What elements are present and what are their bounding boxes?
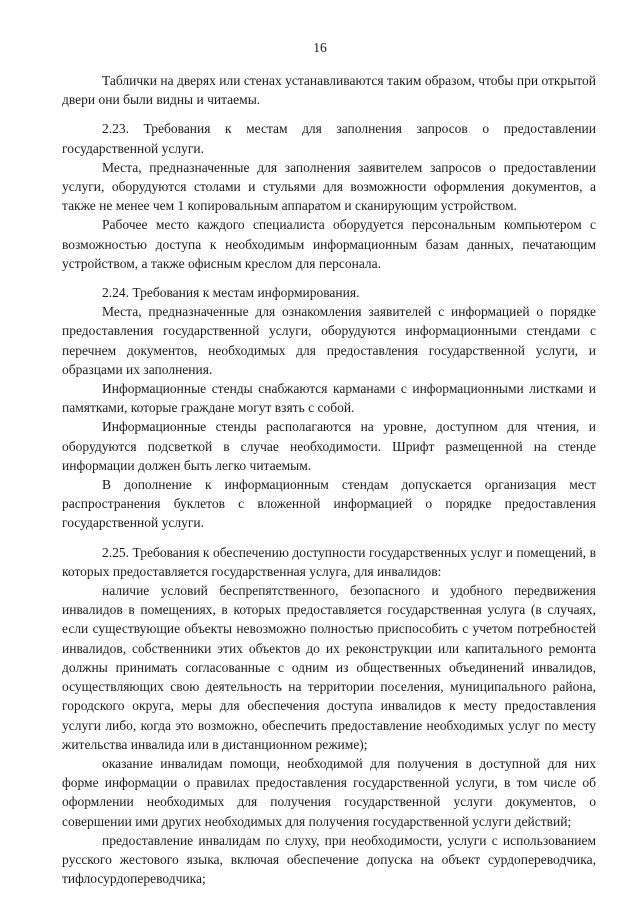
paragraph-request-places: Места, предназначенные для заполнения заявителем запросов о предоставлении услуги, оборудуются столами и стульями для возможности оформления документов, а также не менее чем 1 копировальным аппаратом и сканирующим устройством.: [62, 159, 596, 214]
paragraph-stand-pockets: Информационные стенды снабжаются карманами с информационными листками и памятками, которые граждане могут взять с собой.: [62, 381, 596, 416]
paragraph-workplace: Рабочее место каждого специалиста оборудуется персональным компьютером с возможностью доступа к необходимым информационным базам данных, печатающим устройством, а также офисным креслом для персонала.: [62, 217, 596, 271]
section-heading-2-24: 2.24. Требования к местам информирования.: [102, 285, 360, 301]
paragraph-booklets: В дополнение к информационным стендам допускается организация мест распространения буклетов с вложенной информацией о порядке предоставления государственной услуги.: [62, 477, 596, 531]
list-item-assistance: оказание инвалидам помощи, необходимой для получения в доступной для них форме информации о правилах предоставления государственной услуги, в том числе об оформлении необходимых для получения государственной услуги документов, о совершении ими других необходимых для получения государственной услуги действий;: [62, 755, 596, 829]
section-heading-2-23: 2.23. Требования к местам для заполнения запросов о предоставлении государственной услуги.: [62, 121, 596, 156]
paragraph-stand-placement: Информационные стенды располагаются на уровне, доступном для чтения, и оборудуются подсветкой в случае необходимости. Шрифт размещенной на стенде информации должен быть легко читаемым.: [62, 419, 596, 473]
document-body: [62, 71, 596, 888]
list-item-accessibility-conditions: наличие условий беспрепятственного, безопасного и удобного передвижения инвалидов в помещениях, в которых предоставляется государственная услуга (в случаях, если существующие объекты невозможно полностью приспособить с учетом потребностей инвалидов, собственники этих объектов до их реконструкции или капитального ремонта должны принимать согласованные с одним из общественных объединений инвалидов, осуществляющих свою деятельность на территории поселения, муниципального района, городского округа, меры для обеспечения доступа инвалидов к месту предоставления услуги либо, когда это возможно, обеспечить предоставление необходимых услуг по месту жительства инвалида или в дистанционном режиме);: [62, 583, 596, 752]
paragraph-information-places: Места, предназначенные для ознакомления заявителей с информацией о порядке предоставления государственной услуги, оборудуются информационными стендами с перечнем документов, необходимых для предоставления государственной услуги, и образцами их заполнения.: [62, 304, 596, 377]
page-number: 16: [313, 40, 327, 55]
section-heading-2-25: 2.25. Требования к обеспечению доступности государственных услуг и помещений, в которых предоставляется государственная услуга, для инвалидов:: [62, 544, 596, 579]
list-item-sign-language: предоставление инвалидам по слуху, при необходимости, услуги с использованием русского жестового языка, включая обеспечение допуска на объект сурдопереводчика, тифлосурдопереводчика;: [62, 832, 596, 887]
paragraph-door-signs: Таблички на дверях или стенах устанавливаются таким образом, чтобы при открытой двери они были видны и читаемы.: [62, 73, 596, 108]
